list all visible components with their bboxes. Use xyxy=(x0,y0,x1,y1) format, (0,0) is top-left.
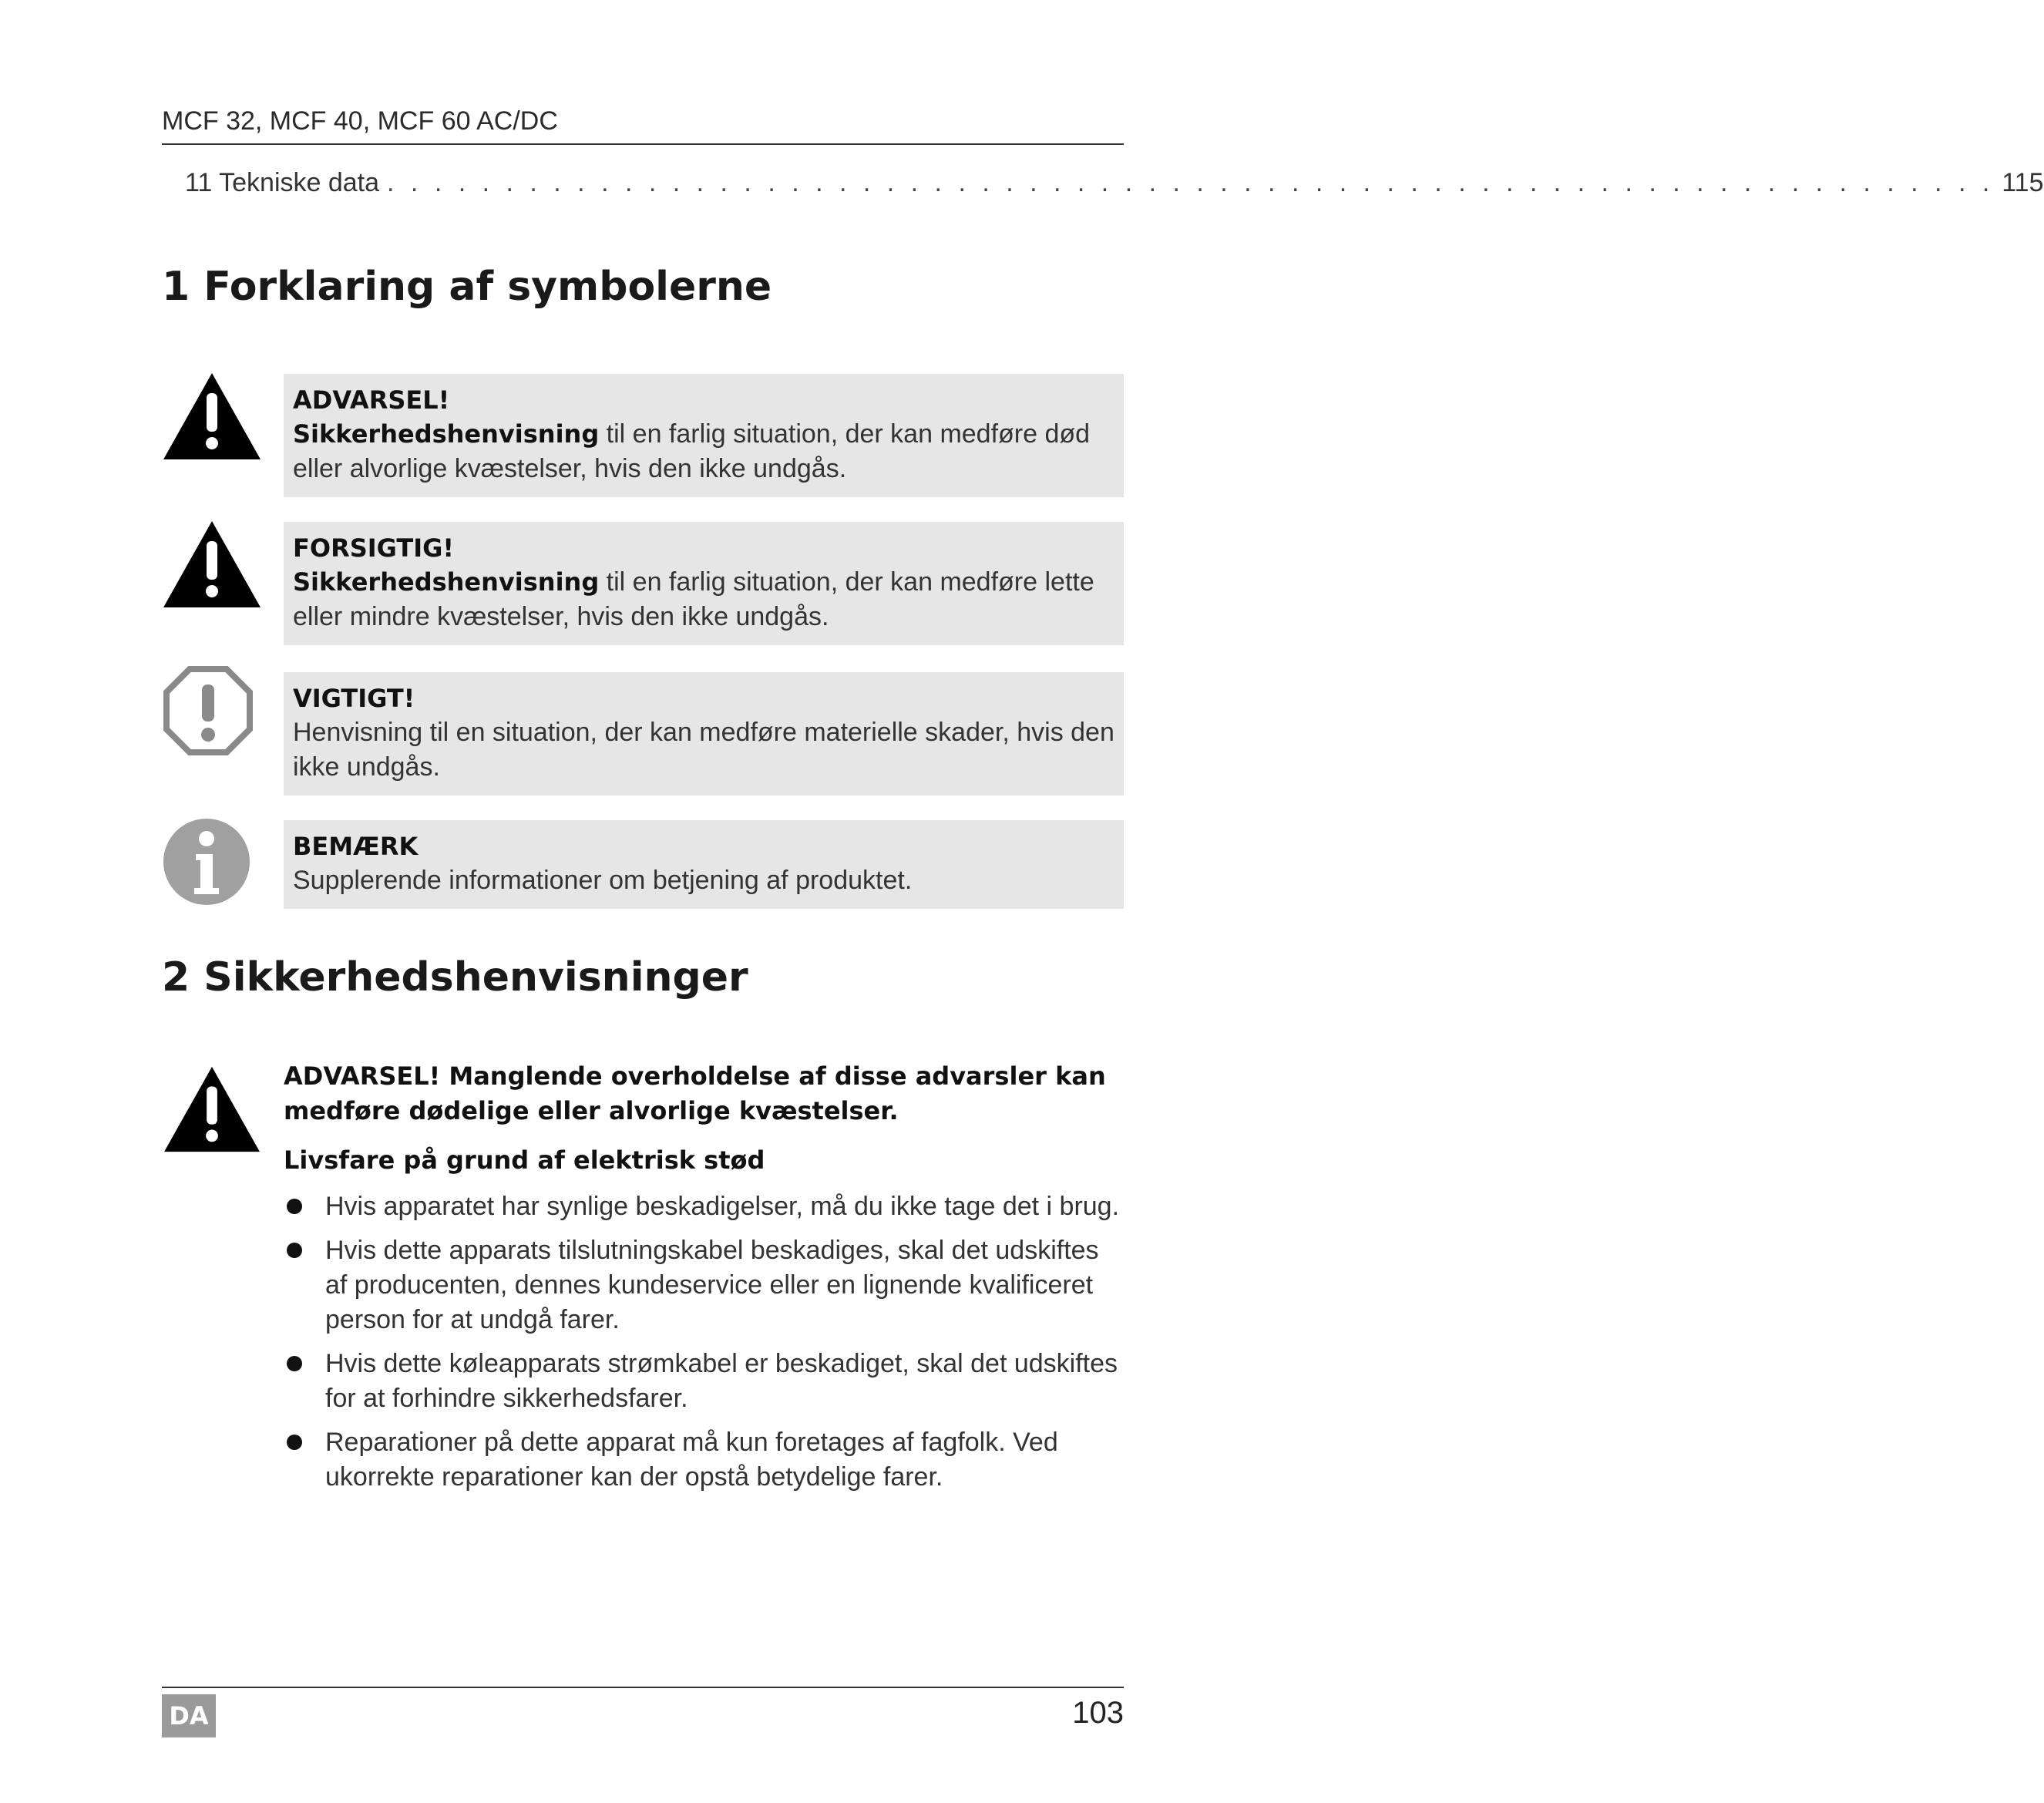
document-header-title: MCF 32, MCF 40, MCF 60 AC/DC xyxy=(162,106,558,136)
symbol-description xyxy=(293,565,1114,634)
symbol-box-bemaerk xyxy=(284,820,1124,909)
symbol-bold-term: Sikkerhedshenvisning xyxy=(293,419,600,449)
warning-triangle-icon xyxy=(162,370,262,463)
section-2-title: 2 Sikkerhedshenvisninger xyxy=(162,954,748,1001)
octagon-exclamation-icon xyxy=(162,664,254,757)
bullet-icon xyxy=(287,1199,302,1214)
symbol-box-advarsel xyxy=(284,374,1124,497)
warning-triangle-icon xyxy=(162,1064,262,1155)
section-1-title: 1 Forklaring af symbolerne xyxy=(162,264,772,310)
list-item-text: Hvis dette apparats tilslutningskabel beskadiges, skal det udskiftes af producenten, dennes kundeservice eller en lignende kvalificeret person for at undgå farer. xyxy=(325,1236,1099,1334)
symbol-heading: VIGTIGT! xyxy=(293,684,415,713)
header-divider xyxy=(162,143,1124,145)
bullet-icon xyxy=(287,1356,302,1371)
list-item-text: Reparationer på dette apparat må kun foretages af fagfolk. Ved ukorrekte reparationer kan der opstå betydelige farer. xyxy=(325,1428,1058,1492)
symbol-description xyxy=(293,417,1114,486)
list-item-text: Hvis apparatet har synlige beskadigelser, må du ikke tage det i brug. xyxy=(325,1192,1120,1221)
list-item xyxy=(284,1189,1124,1224)
toc-entry-page: 115 xyxy=(2002,168,2044,197)
symbol-heading: ADVARSEL! xyxy=(293,385,450,415)
language-badge: DA xyxy=(162,1694,216,1737)
list-item xyxy=(284,1425,1124,1495)
hazard-subheading: Livsfare på grund af elektrisk stød xyxy=(284,1145,765,1175)
list-item-text: Hvis dette køleapparats strømkabel er beskadiget, skal det udskiftes for at forhindre sikkerhedsfarer. xyxy=(325,1349,1118,1413)
symbol-text: til en farlig situation, der kan medføre død eller alvorlige kvæstelser, hvis den ikke undgås. xyxy=(293,419,1091,483)
toc-entry-label: 11 Tekniske data xyxy=(185,168,380,197)
symbol-bold-term: Sikkerhedshenvisning xyxy=(293,567,600,597)
info-circle-icon xyxy=(162,817,251,907)
symbol-box-forsigtig xyxy=(284,522,1124,645)
toc-entry[interactable] xyxy=(185,168,2044,198)
list-item xyxy=(284,1233,1124,1337)
symbol-description: Supplerende informationer om betjening af produktet. xyxy=(293,866,913,895)
safety-bullet-list xyxy=(284,1189,1124,1504)
symbol-text: til en farlig situation, der kan medføre lette eller mindre kvæstelser, hvis den ikke undgås. xyxy=(293,567,1094,631)
page-number: 103 xyxy=(1072,1696,1124,1730)
warning-statement: ADVARSEL! Manglende overholdelse af disse advarsler kan medføre dødelige eller alvorlige kvæstelser. xyxy=(284,1061,1106,1125)
symbol-heading: FORSIGTIG! xyxy=(293,533,454,563)
symbol-heading: BEMÆRK xyxy=(293,832,419,861)
bullet-icon xyxy=(287,1435,302,1450)
list-item xyxy=(284,1347,1124,1416)
symbol-description: Henvisning til en situation, der kan medføre materielle skader, hvis den ikke undgås. xyxy=(293,718,1114,782)
symbol-box-vigtigt xyxy=(284,672,1124,796)
bullet-icon xyxy=(287,1243,302,1258)
footer-divider xyxy=(162,1687,1124,1688)
warning-triangle-icon xyxy=(162,518,262,611)
toc-leader-dots: . . . . . . . . . . . . . . . . . . . . . . . . . . . . . . . . . . . . . . . . . . . . . . . . . . . . . . . . . . . . . . . . . . . . xyxy=(387,168,1995,197)
